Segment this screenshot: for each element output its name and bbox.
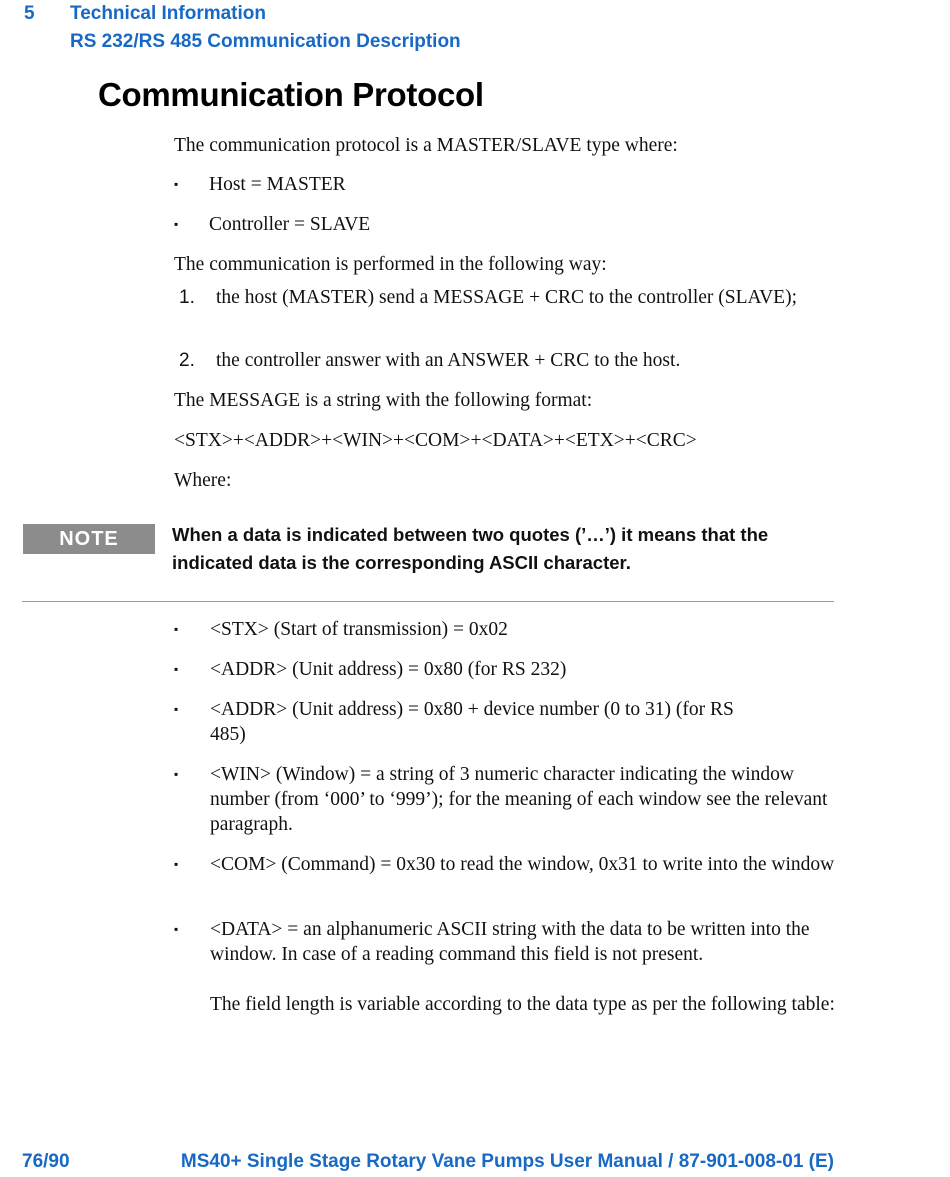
bullet-marker: ▪ — [174, 177, 179, 191]
chapter-number: 5 — [24, 3, 35, 24]
field-stx: <STX> (Start of transmission) = 0x02 — [210, 619, 508, 640]
bullet-marker: ▪ — [174, 922, 179, 936]
way-intro-paragraph: The communication is performed in the following way: — [174, 254, 607, 275]
divider — [22, 601, 834, 602]
role-host: Host = MASTER — [209, 174, 346, 195]
page-title: Communication Protocol — [98, 76, 484, 113]
bullet-marker: ▪ — [174, 622, 179, 636]
field-data-length-note: The field length is variable according to the data type as per the following table: — [210, 994, 835, 1015]
intro-paragraph: The communication protocol is a MASTER/SLAVE type where: — [174, 135, 678, 156]
bullet-marker: ▪ — [174, 857, 179, 871]
note-badge: NOTE — [23, 524, 155, 554]
step-number: 1. — [179, 287, 195, 308]
bullet-marker: ▪ — [174, 217, 179, 231]
page-number: 76/90 — [22, 1151, 70, 1172]
chapter-title: Technical Information — [70, 3, 267, 24]
bullet-marker: ▪ — [174, 767, 179, 781]
note-text: When a data is indicated between two quotes (’…’) it means that the indicated data is the corresponding ASCII character. — [172, 524, 769, 573]
step-text: the controller answer with an ANSWER + CRC to the host. — [216, 350, 681, 371]
field-addr-rs232: <ADDR> (Unit address) = 0x80 (for RS 232) — [210, 659, 567, 680]
field-com: <COM> (Command) = 0x30 to read the window, 0x31 to write into the window — [210, 854, 835, 875]
format-intro-paragraph: The MESSAGE is a string with the following format: — [174, 390, 593, 411]
field-addr-rs485: <ADDR> (Unit address) = 0x80 + device number (0 to 31) (for RS 485) — [210, 699, 734, 745]
step-number: 2. — [179, 350, 195, 371]
where-label: Where: — [174, 470, 232, 491]
role-controller: Controller = SLAVE — [209, 214, 371, 235]
step-text: the host (MASTER) send a MESSAGE + CRC to the controller (SLAVE); — [216, 287, 797, 308]
manual-title: MS40+ Single Stage Rotary Vane Pumps User Manual / 87-901-008-01 (E) — [180, 1151, 834, 1172]
bullet-marker: ▪ — [174, 662, 179, 676]
bullet-marker: ▪ — [174, 702, 179, 716]
field-data: <DATA> = an alphanumeric ASCII string with the data to be written into the window. In case of a reading command this field is not present. — [210, 919, 810, 965]
message-format: <STX>+<ADDR>+<WIN>+<COM>+<DATA>+<ETX>+<CRC> — [174, 430, 697, 451]
field-win: <WIN> (Window) = a string of 3 numeric character indicating the window number (from ‘000’ to ‘999’); for the meaning of each window see the relevant paragraph. — [210, 764, 828, 835]
section-title: RS 232/RS 485 Communication Description — [70, 31, 461, 52]
